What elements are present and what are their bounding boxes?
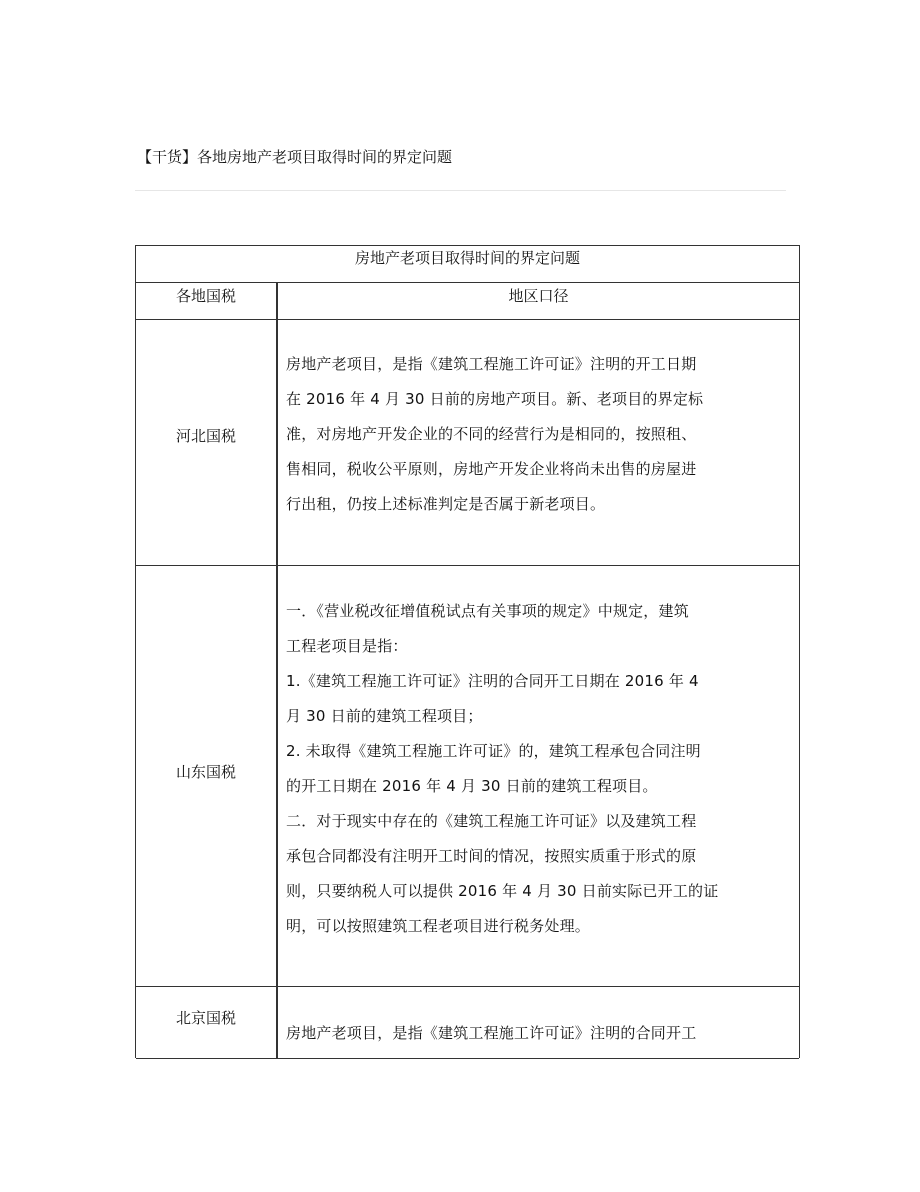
text-line: 准，对房地产开发企业的不同的经营行为是相同的，按照租、 xyxy=(286,425,697,443)
text-line: 承包合同都没有注明开工时间的情况，按照实质重于形式的原 xyxy=(286,847,697,865)
row-text-shandong xyxy=(286,594,798,944)
header-policy: 地区口径 xyxy=(508,287,569,305)
table-bottom-border xyxy=(136,1058,799,1059)
row-divider xyxy=(136,986,799,987)
table-caption: 房地产老项目取得时间的界定问题 xyxy=(136,246,799,283)
text-line: 明，可以按照建筑工程老项目进行税务处理。 xyxy=(286,917,591,935)
row-divider xyxy=(136,319,799,320)
document-title: 【干货】各地房地产老项目取得时间的界定问题 xyxy=(137,148,453,166)
text-line: 二．对于现实中存在的《建筑工程施工许可证》以及建筑工程 xyxy=(286,812,697,830)
title-divider xyxy=(135,190,786,191)
row-region-hebei: 河北国税 xyxy=(175,427,236,445)
text-line: 月 30 日前的建筑工程项目； xyxy=(286,707,483,725)
text-line: 则，只要纳税人可以提供 2016 年 4 月 30 日前实际已开工的证 xyxy=(286,882,719,900)
row-divider xyxy=(136,565,799,566)
text-line: 房地产老项目，是指《建筑工程施工许可证》注明的合同开工 xyxy=(286,1024,697,1042)
text-line: 1.《建筑工程施工许可证》注明的合同开工日期在 2016 年 4 xyxy=(286,672,699,690)
text-line: 行出租，仍按上述标准判定是否属于新老项目。 xyxy=(286,495,606,513)
text-line: 一．《营业税改征增值税试点有关事项的规定》中规定，建筑 xyxy=(286,602,689,620)
text-line: 工程老项目是指： xyxy=(286,637,408,655)
column-divider xyxy=(276,283,278,1059)
text-line: 售相同，税收公平原则，房地产开发企业将尚未出售的房屋进 xyxy=(286,460,697,478)
text-line: 2. 未取得《建筑工程施工许可证》的，建筑工程承包合同注明 xyxy=(286,742,701,760)
text-line: 在 2016 年 4 月 30 日前的房地产项目。新、老项目的界定标 xyxy=(286,390,704,408)
row-region-shandong: 山东国税 xyxy=(175,763,236,781)
row-text-beijing xyxy=(286,1016,798,1051)
row-region-beijing: 北京国税 xyxy=(175,1009,236,1027)
row-text-hebei xyxy=(286,347,798,522)
header-region: 各地国税 xyxy=(175,287,236,305)
policy-table xyxy=(135,245,800,1058)
text-line: 房地产老项目，是指《建筑工程施工许可证》注明的开工日期 xyxy=(286,355,697,373)
text-line: 的开工日期在 2016 年 4 月 30 日前的建筑工程项目。 xyxy=(286,777,658,795)
